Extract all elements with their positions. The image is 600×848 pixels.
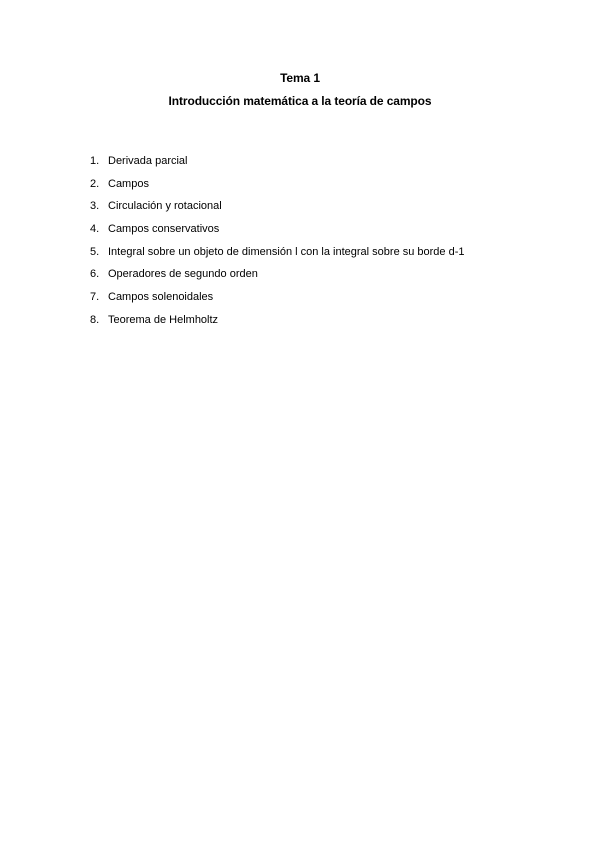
- list-item-label: Campos conservativos: [108, 223, 220, 236]
- list-item-number: 3.: [90, 200, 100, 213]
- list-item-number: 4.: [90, 223, 100, 236]
- list-item-label: Operadores de segundo orden: [108, 268, 258, 281]
- list-item-number: 6.: [90, 268, 100, 281]
- document-title: Tema 1: [280, 71, 320, 85]
- list-item-label: Integral sobre un objeto de dimensión l con la integral sobre su borde d-1: [108, 245, 465, 258]
- list-item-number: 7.: [90, 291, 100, 304]
- list-item-number: 8.: [90, 313, 100, 326]
- document-subtitle: Introducción matemática a la teoría de campos: [168, 94, 432, 108]
- list-item-label: Derivada parcial: [108, 155, 188, 167]
- list-item-label: Campos: [108, 177, 149, 190]
- list-item-label: Circulación y rotacional: [108, 200, 222, 213]
- list-item-number: 2.: [90, 177, 100, 190]
- list-item-label: Teorema de Helmholtz: [108, 313, 219, 326]
- list-item-number: 5.: [90, 245, 100, 258]
- list-item-number: 1.: [90, 155, 100, 167]
- list-item-label: Campos solenoidales: [108, 291, 214, 304]
